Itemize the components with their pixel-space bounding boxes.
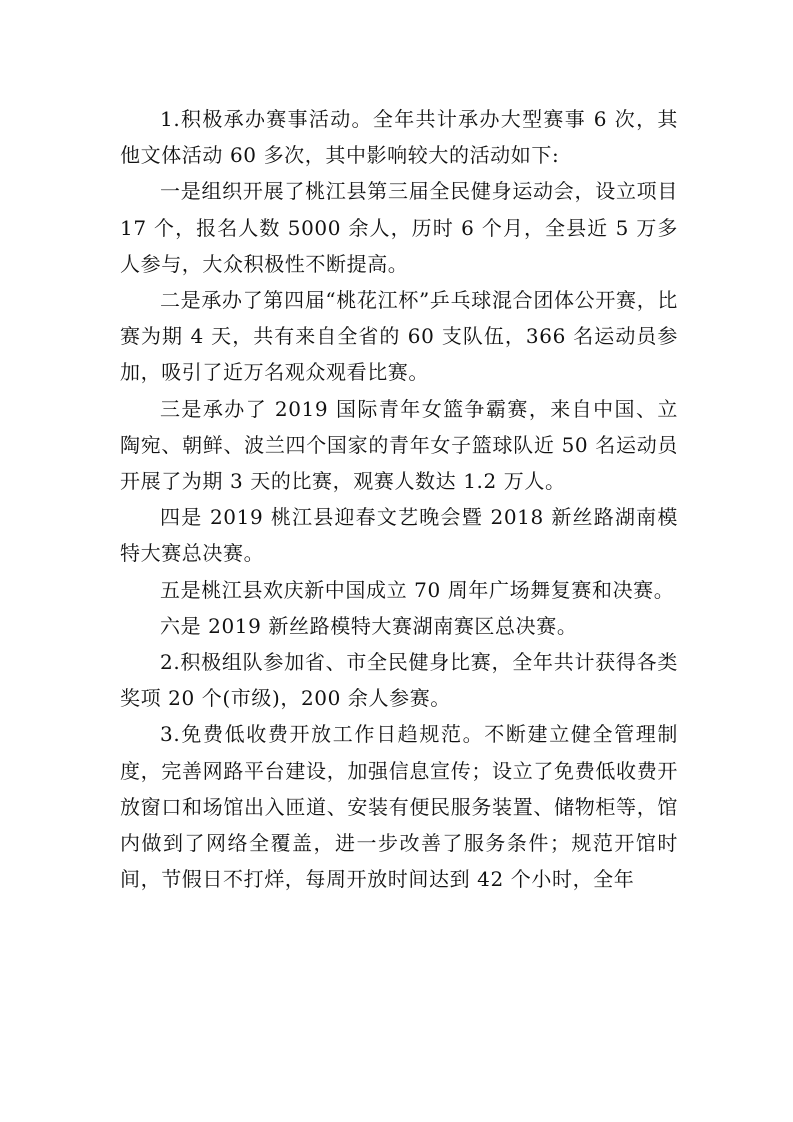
paragraph-1-activities-summary: 1.积极承办赛事活动。全年共计承办大型赛事 6 次，其他文体活动 60 多次，其中影响较大的活动如下: xyxy=(120,107,678,168)
paragraph-2-fitness-games: 一是组织开展了桃江县第三届全民健身运动会，设立项目 17 个，报名人数 5000 余人，历时 6 个月，全县近 5 万多人参与，大众积极性不断提高。 xyxy=(120,179,678,276)
paragraph-9-free-opening: 3.免费低收费开放工作日趋规范。不断建立健全管理制度，完善网路平台建设，加强信息宣传；设立了免费低收费开放窗口和场馆出入匝道、安装有便民服务装置、储物柜等，馆内做到了网络全覆盖，进一步改善了服务条件；规范开馆时间，节假日不打烊，每周开放时间达到 42 个小时，全年 xyxy=(120,722,678,892)
paragraph-8-team-competitions: 2.积极组队参加省、市全民健身比赛，全年共计获得各类奖项 20 个(市级)，200 余人参赛。 xyxy=(120,650,678,711)
paragraph-7-model-contest: 六是 2019 新丝路模特大赛湖南赛区总决赛。 xyxy=(160,613,578,638)
document-body xyxy=(120,101,678,897)
paragraph-5-spring-gala: 四是 2019 桃江县迎春文艺晚会暨 2018 新丝路湖南模特大赛总决赛。 xyxy=(120,505,678,566)
paragraph-3-table-tennis: 二是承办了第四届“桃花江杯”乒乓球混合团体公开赛，比赛为期 4 天，共有来自全省的 60 支队伍，366 名运动员参加，吸引了近万名观众观看比赛。 xyxy=(120,288,678,385)
paragraph-6-square-dance: 五是桃江县欢庆新中国成立 70 周年广场舞复赛和决赛。 xyxy=(160,577,675,602)
paragraph-4-womens-basketball: 三是承办了 2019 国际青年女篮争霸赛，来自中国、立陶宛、朝鲜、波兰四个国家的青年女子篮球队近 50 名运动员开展了为期 3 天的比赛，观赛人数达 1.2 万人。 xyxy=(120,396,678,494)
